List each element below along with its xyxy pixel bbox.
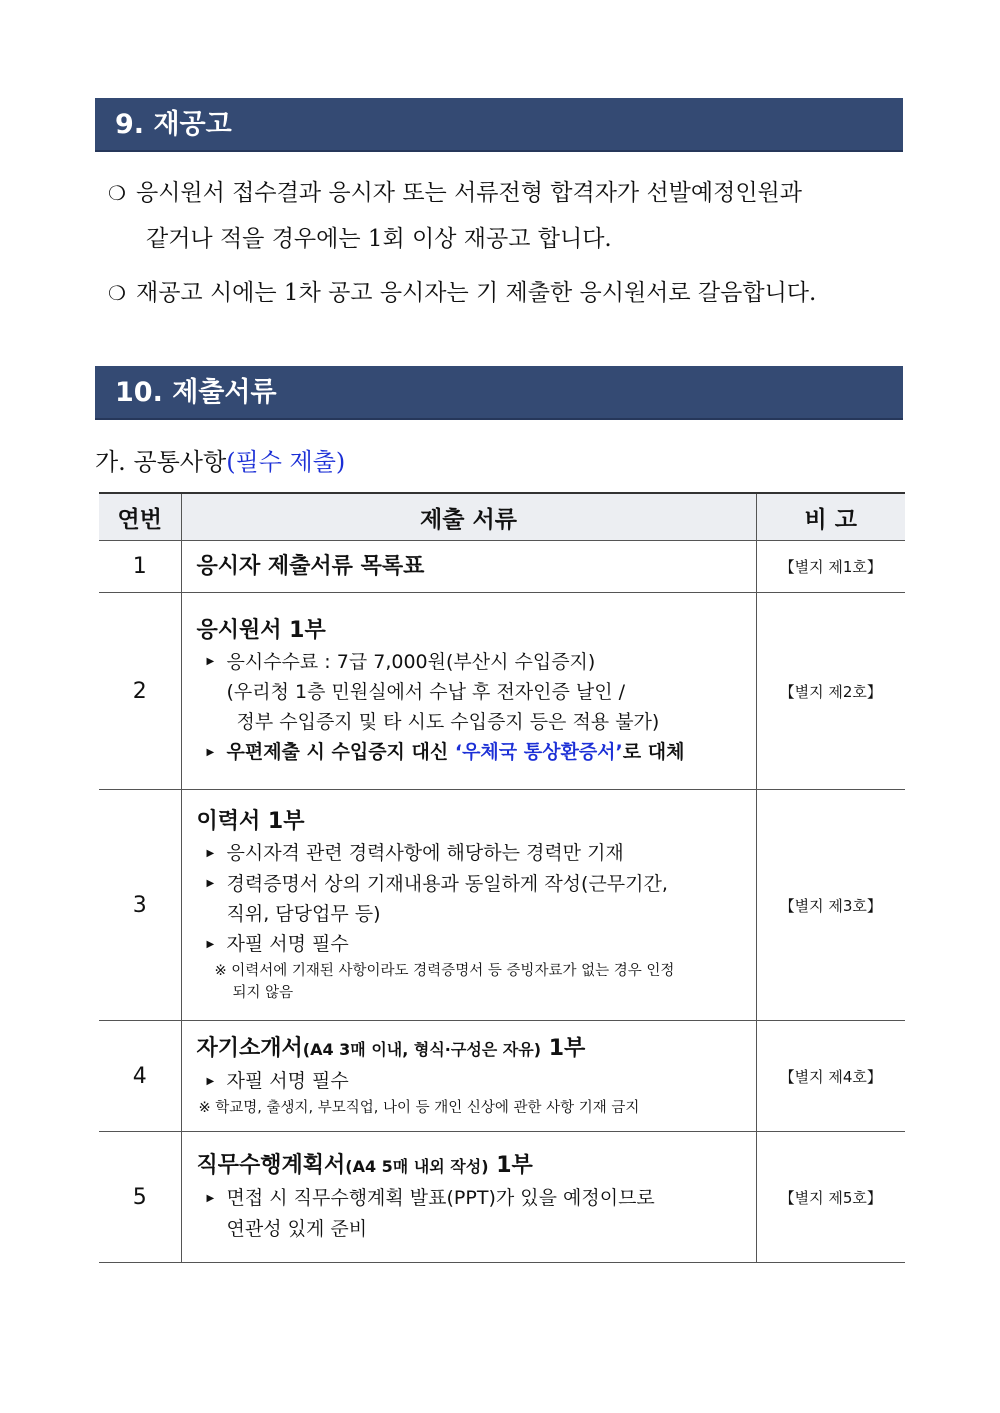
triangle-right-icon: ▶ [206,656,215,667]
triangle-right-icon: ▶ [206,878,215,890]
table-header-row [99,493,905,541]
row-document: 응시원서 1부 ▶ 응시수수료 : 7급 7,000원(부산시 수입증지) (우리청 1층 민원실에서 수납 후 전자인증 날인 / 정부 수입증지 및 타 시도 수입증지 등은 적용 불가) ▶ 우편제출 시 수입증지 대신 ‘우체국 통상환증서’로 대체 [181,593,756,790]
table-row [99,790,905,1021]
document-title: 직무수행계획서(A4 5매 내외 작성) 1부 [196,1153,533,1179]
header-no: 연번 [99,493,181,541]
row-number: 4 [99,1021,181,1132]
circle-bullet-icon: ❍ [108,281,126,305]
section-9-title: 9. 재공고 [115,109,232,140]
section-9-paragraph-2: ❍ 재공고 시에는 1차 공고 응시자는 기 제출한 응시원서로 갈음합니다. [108,270,908,316]
row-document [181,1021,756,1132]
row-note: 【별지 제4호】 [756,1021,905,1132]
table-row [99,1021,905,1132]
row-note: 【별지 제5호】 [756,1132,905,1263]
documents-table [99,492,905,1263]
document-title: 이력서 1부 [196,809,305,835]
document-title: 응시자 제출서류 목록표 [196,553,425,579]
row-number: 5 [99,1132,181,1263]
footnote: ※ 학교명, 출생지, 부모직업, 나이 등 개인 신상에 관한 사항 기재 금지 [198,1099,640,1116]
list-item: ▶ 우편제출 시 수입증지 대신 ‘우체국 통상환증서’로 대체 [197,737,756,768]
row-note: 【별지 제1호】 [756,541,905,593]
triangle-right-icon: ▶ [206,1075,215,1087]
list-item: ▶ 경력증명서 상의 기재내용과 동일하게 작성(근무기간, [197,869,756,900]
list-item: ▶ 응시자격 관련 경력사항에 해당하는 경력만 기재 [197,838,756,869]
row-document: 이력서 1부 ▶ 응시자격 관련 경력사항에 해당하는 경력만 기재 ▶ 경력증명서 상의 기재내용과 동일하게 작성(근무기간, 직위, 담당업무 등) ▶ 자필 서명 필수 ※ 이력서에 기재된 사항이라도 경력증명서 등 증빙자료가 없는 경우 인정 되지 않음 [181,790,756,1021]
section-9-paragraph-1: ❍ 응시원서 접수결과 응시자 또는 서류전형 합격자가 선발예정인원과 같거나 적을 경우에는 1회 이상 재공고 합니다. [108,170,908,262]
triangle-right-icon: ▶ [206,1192,215,1204]
row-document [181,541,756,593]
footnote: ※ 이력서에 기재된 사항이라도 경력증명서 등 증빙자료가 없는 경우 인정 [214,962,675,979]
row-number: 1 [99,541,181,593]
list-item: ▶ 면접 시 직무수행계획 발표(PPT)가 있을 예정이므로 [197,1183,756,1214]
document-title: 자기소개서(A4 3매 이내, 형식·구성은 자유) 1부 [196,1036,586,1062]
subsection-title: 가. 공통사항(필수 제출) [95,448,346,476]
triangle-right-icon: ▶ [206,938,215,950]
triangle-right-icon: ▶ [206,847,215,859]
section-10-title: 10. 제출서류 [115,377,277,408]
table-row [99,593,905,790]
row-number: 2 [99,593,181,790]
list-item: ▶ 응시수수료 : 7급 7,000원(부산시 수입증지) [197,647,756,678]
row-note: 【별지 제3호】 [756,790,905,1021]
section-10-header [95,366,903,420]
table-row [99,541,905,593]
table-row [99,1132,905,1263]
circle-bullet-icon: ❍ [108,181,126,205]
row-note: 【별지 제2호】 [756,593,905,790]
header-doc: 제출 서류 [181,493,756,541]
header-note: 비 고 [756,493,905,541]
triangle-right-icon: ▶ [206,746,215,758]
row-document: 직무수행계획서(A4 5매 내외 작성) 1부 ▶ 면접 시 직무수행계획 발표(PPT)가 있을 예정이므로 연관성 있게 준비 [181,1132,756,1263]
list-item: ▶ 자필 서명 필수 [197,1066,756,1097]
section-9-header [95,98,903,152]
row-number: 3 [99,790,181,1021]
document-title: 응시원서 1부 [196,617,326,643]
list-item: ▶ 자필 서명 필수 [197,929,756,960]
